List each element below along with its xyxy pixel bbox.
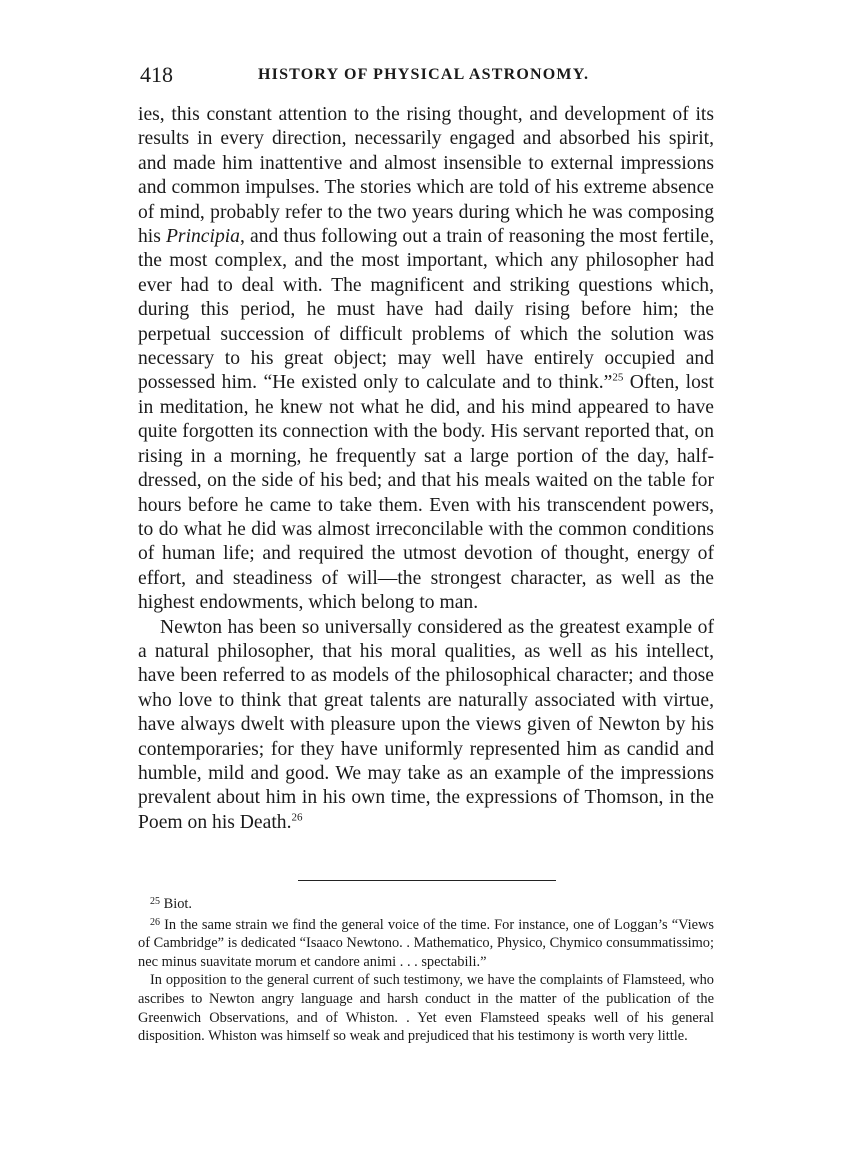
body-paragraph: [138, 103, 714, 616]
footnote-reference: 25: [612, 371, 624, 384]
footnote-text: In the same strain we find the general voice of the time. For instance, one of Loggan’s “Views of Cambridge” is dedicated “Isaaco Newtono. . Mathematico, Physico, Chymico consummatissimo; nec minus suavitate morum et candore animi . . . spectabili.”: [138, 916, 714, 970]
footnote-number: 25: [150, 896, 160, 907]
text-run: , and thus following out a train of reasoning the most fertile, the most complex, and the most important, which any philosopher had ever had to deal with. The magnificent and striking questions which, during this period, he must have had daily rising before him; the perpetual succession of difficult problems of which the solution was necessary to his great object; may well have entirely occupied and possessed him. “He existed only to calculate and to think.”: [138, 226, 714, 394]
page-number: 418: [140, 62, 173, 87]
italic-title: Principia: [165, 226, 240, 248]
page-header: [138, 62, 714, 92]
footnote: [138, 893, 714, 914]
footnotes: [138, 893, 714, 1046]
running-head: HISTORY OF PHYSICAL ASTRONOMY.: [258, 66, 590, 83]
text-run: ies, this constant attention to the rising thought, and development of its results in every direction, necessarily engaged and absorbed his spirit, and made him inattentive and almost insensible to external impressions and common impulses. The stories which are told of his extreme absence of mind, probably refer to the two years during which he was composing his: [138, 104, 714, 248]
main-text: [138, 103, 714, 835]
footnote-reference: 26: [291, 811, 303, 824]
footnote-text: In opposition to the general current of such testimony, we have the complaints of Flamsteed, who ascribes to Newton angry language and harsh conduct in the matter of the publication of the Greenwich Observations, and of Whiston. . Yet even Flamsteed speaks well of his general disposition. Whiston was himself so weak and prejudiced that his testimony is worth very little.: [138, 972, 714, 1045]
footnote-text: Biot.: [163, 896, 192, 912]
footnote-divider: [298, 880, 556, 881]
text-run: Often, lost in meditation, he knew not what he did, and his mind appeared to have quite forgotten its connection with the body. His servant reported that, on rising in a morning, he frequently sat a large portion of the day, half-dressed, on the side of his bed; and that his meals waited on the table for hours before he came to take them. Even with his transcendent powers, to do what he did was almost irreconcilable with the common conditions of human life; and required the utmost devotion of thought, energy of effort, and steadiness of will—the strongest character, as well as the highest endowments, which belong to man.: [138, 372, 714, 614]
footnote: [138, 914, 714, 972]
footnote-number: 26: [150, 916, 160, 928]
body-paragraph: [138, 616, 714, 836]
footnote: [138, 971, 714, 1045]
text-run: Newton has been so universally considered as the greatest example of a natural philosopher, that his moral qualities, as well as his intellect, have been referred to as models of the philosophical character; and those who love to think that great talents are naturally associated with virtue, have always dwelt with pleasure upon the views given of Newton by his contemporaries; for they have uniformly represented him as candid and humble, mild and good. We may take as an example of the impressions prevalent about him in his own time, the expressions of Thomson, in the Poem on his Death.: [138, 616, 714, 833]
